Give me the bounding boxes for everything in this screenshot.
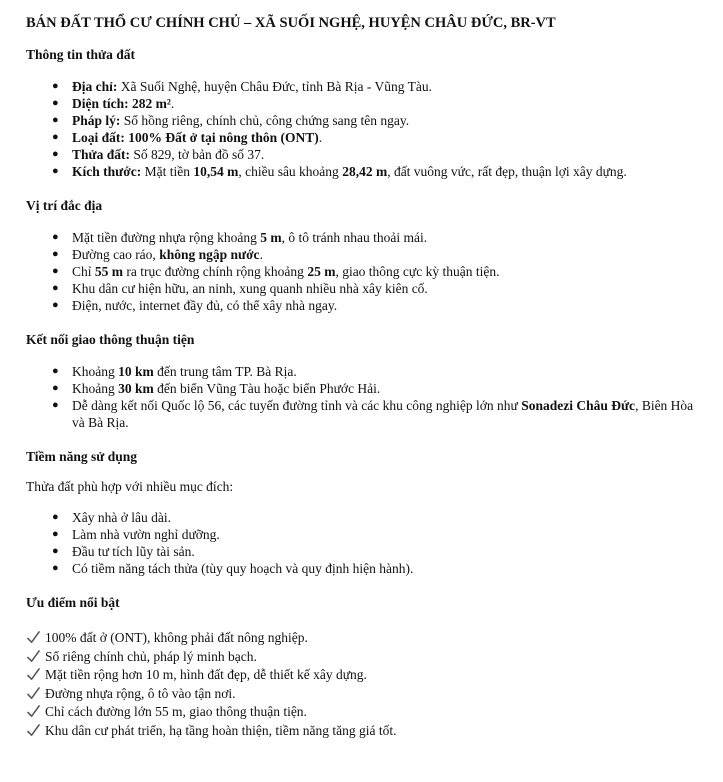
list-item: Đường nhựa rộng, ô tô vào tận nơi. [26, 685, 705, 703]
bullet-icon: ● [52, 265, 59, 277]
section-heading-land-info: Thông tin thửa đất [26, 47, 136, 62]
transport-list [26, 363, 705, 431]
list-item: ● Khoảng 30 km đến biển Vũng Tàu hoặc biển Phước Hải. [52, 381, 381, 396]
list-item: ● Chỉ 55 m ra trục đường chính rộng khoảng 25 m, giao thông cực kỳ thuận tiện. [52, 264, 500, 279]
list-item: ● Diện tích: 282 m². [52, 96, 175, 111]
bullet-icon: ● [52, 114, 59, 126]
bullet-icon: ● [52, 97, 59, 109]
bullet-icon: ● [52, 399, 59, 411]
bullet-icon: ● [52, 365, 59, 377]
list-item: 100% đất ở (ONT), không phải đất nông nghiệp. [26, 629, 705, 647]
section-heading-highlights: Ưu điểm nổi bật [26, 595, 120, 610]
location-list [26, 229, 705, 314]
list-item: ● Thửa đất: Số 829, tờ bản đồ số 37. [52, 147, 265, 162]
check-mark-icon [26, 686, 41, 701]
list-item: ● Địa chỉ: Xã Suối Nghệ, huyện Châu Đức, tỉnh Bà Rịa - Vũng Tàu. [52, 79, 433, 94]
page-title: BÁN ĐẤT THỔ CƯ CHÍNH CHỦ – XÃ SUỐI NGHỆ, HUYỆN CHÂU ĐỨC, BR-VT [26, 15, 556, 31]
list-item: ● Đầu tư tích lũy tài sản. [52, 544, 195, 559]
check-mark-icon [26, 667, 41, 682]
bullet-icon: ● [52, 528, 59, 540]
list-item: Chỉ cách đường lớn 55 m, giao thông thuận tiện. [26, 703, 705, 721]
list-item: ● Pháp lý: Sổ hồng riêng, chính chủ, công chứng sang tên ngay. [52, 113, 410, 128]
list-item: ● Mặt tiền đường nhựa rộng khoảng 5 m, ô tô tránh nhau thoải mái. [52, 230, 428, 245]
bullet-icon: ● [52, 80, 59, 92]
list-item: ● Điện, nước, internet đầy đủ, có thể xây nhà ngay. [52, 298, 338, 313]
land-info-list [26, 78, 705, 180]
bullet-icon: ● [52, 231, 59, 243]
check-mark-icon [26, 630, 41, 645]
list-item: ● Loại đất: 100% Đất ở tại nông thôn (ONT). [52, 130, 323, 145]
list-item: ● Dễ dàng kết nối Quốc lộ 56, các tuyến đường tỉnh và các khu công nghiệp lớn như Sonadezi Châu Đức, Biên Hòa và Bà Rịa. [52, 398, 694, 430]
section-heading-transport: Kết nối giao thông thuận tiện [26, 332, 195, 347]
list-item: ● Làm nhà vườn nghỉ dưỡng. [52, 527, 220, 542]
list-item: ● Kích thước: Mặt tiền 10,54 m, chiều sâu khoảng 28,42 m, đất vuông vức, rất đẹp, thuận lợi xây dựng. [52, 164, 627, 179]
bullet-icon: ● [52, 148, 59, 160]
check-mark-icon [26, 649, 41, 664]
bullet-icon: ● [52, 299, 59, 311]
potential-use-list [26, 509, 705, 577]
list-item: ● Xây nhà ở lâu dài. [52, 510, 171, 525]
bullet-icon: ● [52, 545, 59, 557]
list-item: ● Đường cao ráo, không ngập nước. [52, 247, 263, 262]
potential-use-intro: Thửa đất phù hợp với nhiều mục đích: [26, 479, 234, 494]
bullet-icon: ● [52, 282, 59, 294]
list-item: ● Có tiềm năng tách thửa (tùy quy hoạch và quy định hiện hành). [52, 561, 414, 576]
bullet-icon: ● [52, 165, 59, 177]
highlights-list [26, 629, 705, 739]
bullet-icon: ● [52, 382, 59, 394]
bullet-icon: ● [52, 562, 59, 574]
bullet-icon: ● [52, 511, 59, 523]
check-mark-icon [26, 723, 41, 738]
section-heading-location: Vị trí đắc địa [26, 198, 103, 213]
list-item: Sổ riêng chính chủ, pháp lý minh bạch. [26, 648, 705, 666]
check-mark-icon [26, 704, 41, 719]
section-heading-potential-use: Tiềm năng sử dụng [26, 449, 138, 464]
list-item: ● Khu dân cư hiện hữu, an ninh, xung quanh nhiều nhà xây kiên cố. [52, 281, 428, 296]
bullet-icon: ● [52, 248, 59, 260]
list-item: Khu dân cư phát triển, hạ tầng hoàn thiện, tiềm năng tăng giá tốt. [26, 722, 705, 740]
bullet-icon: ● [52, 131, 59, 143]
list-item: ● Khoảng 10 km đến trung tâm TP. Bà Rịa. [52, 364, 297, 379]
list-item: Mặt tiền rộng hơn 10 m, hình đất đẹp, dễ thiết kế xây dựng. [26, 666, 705, 684]
